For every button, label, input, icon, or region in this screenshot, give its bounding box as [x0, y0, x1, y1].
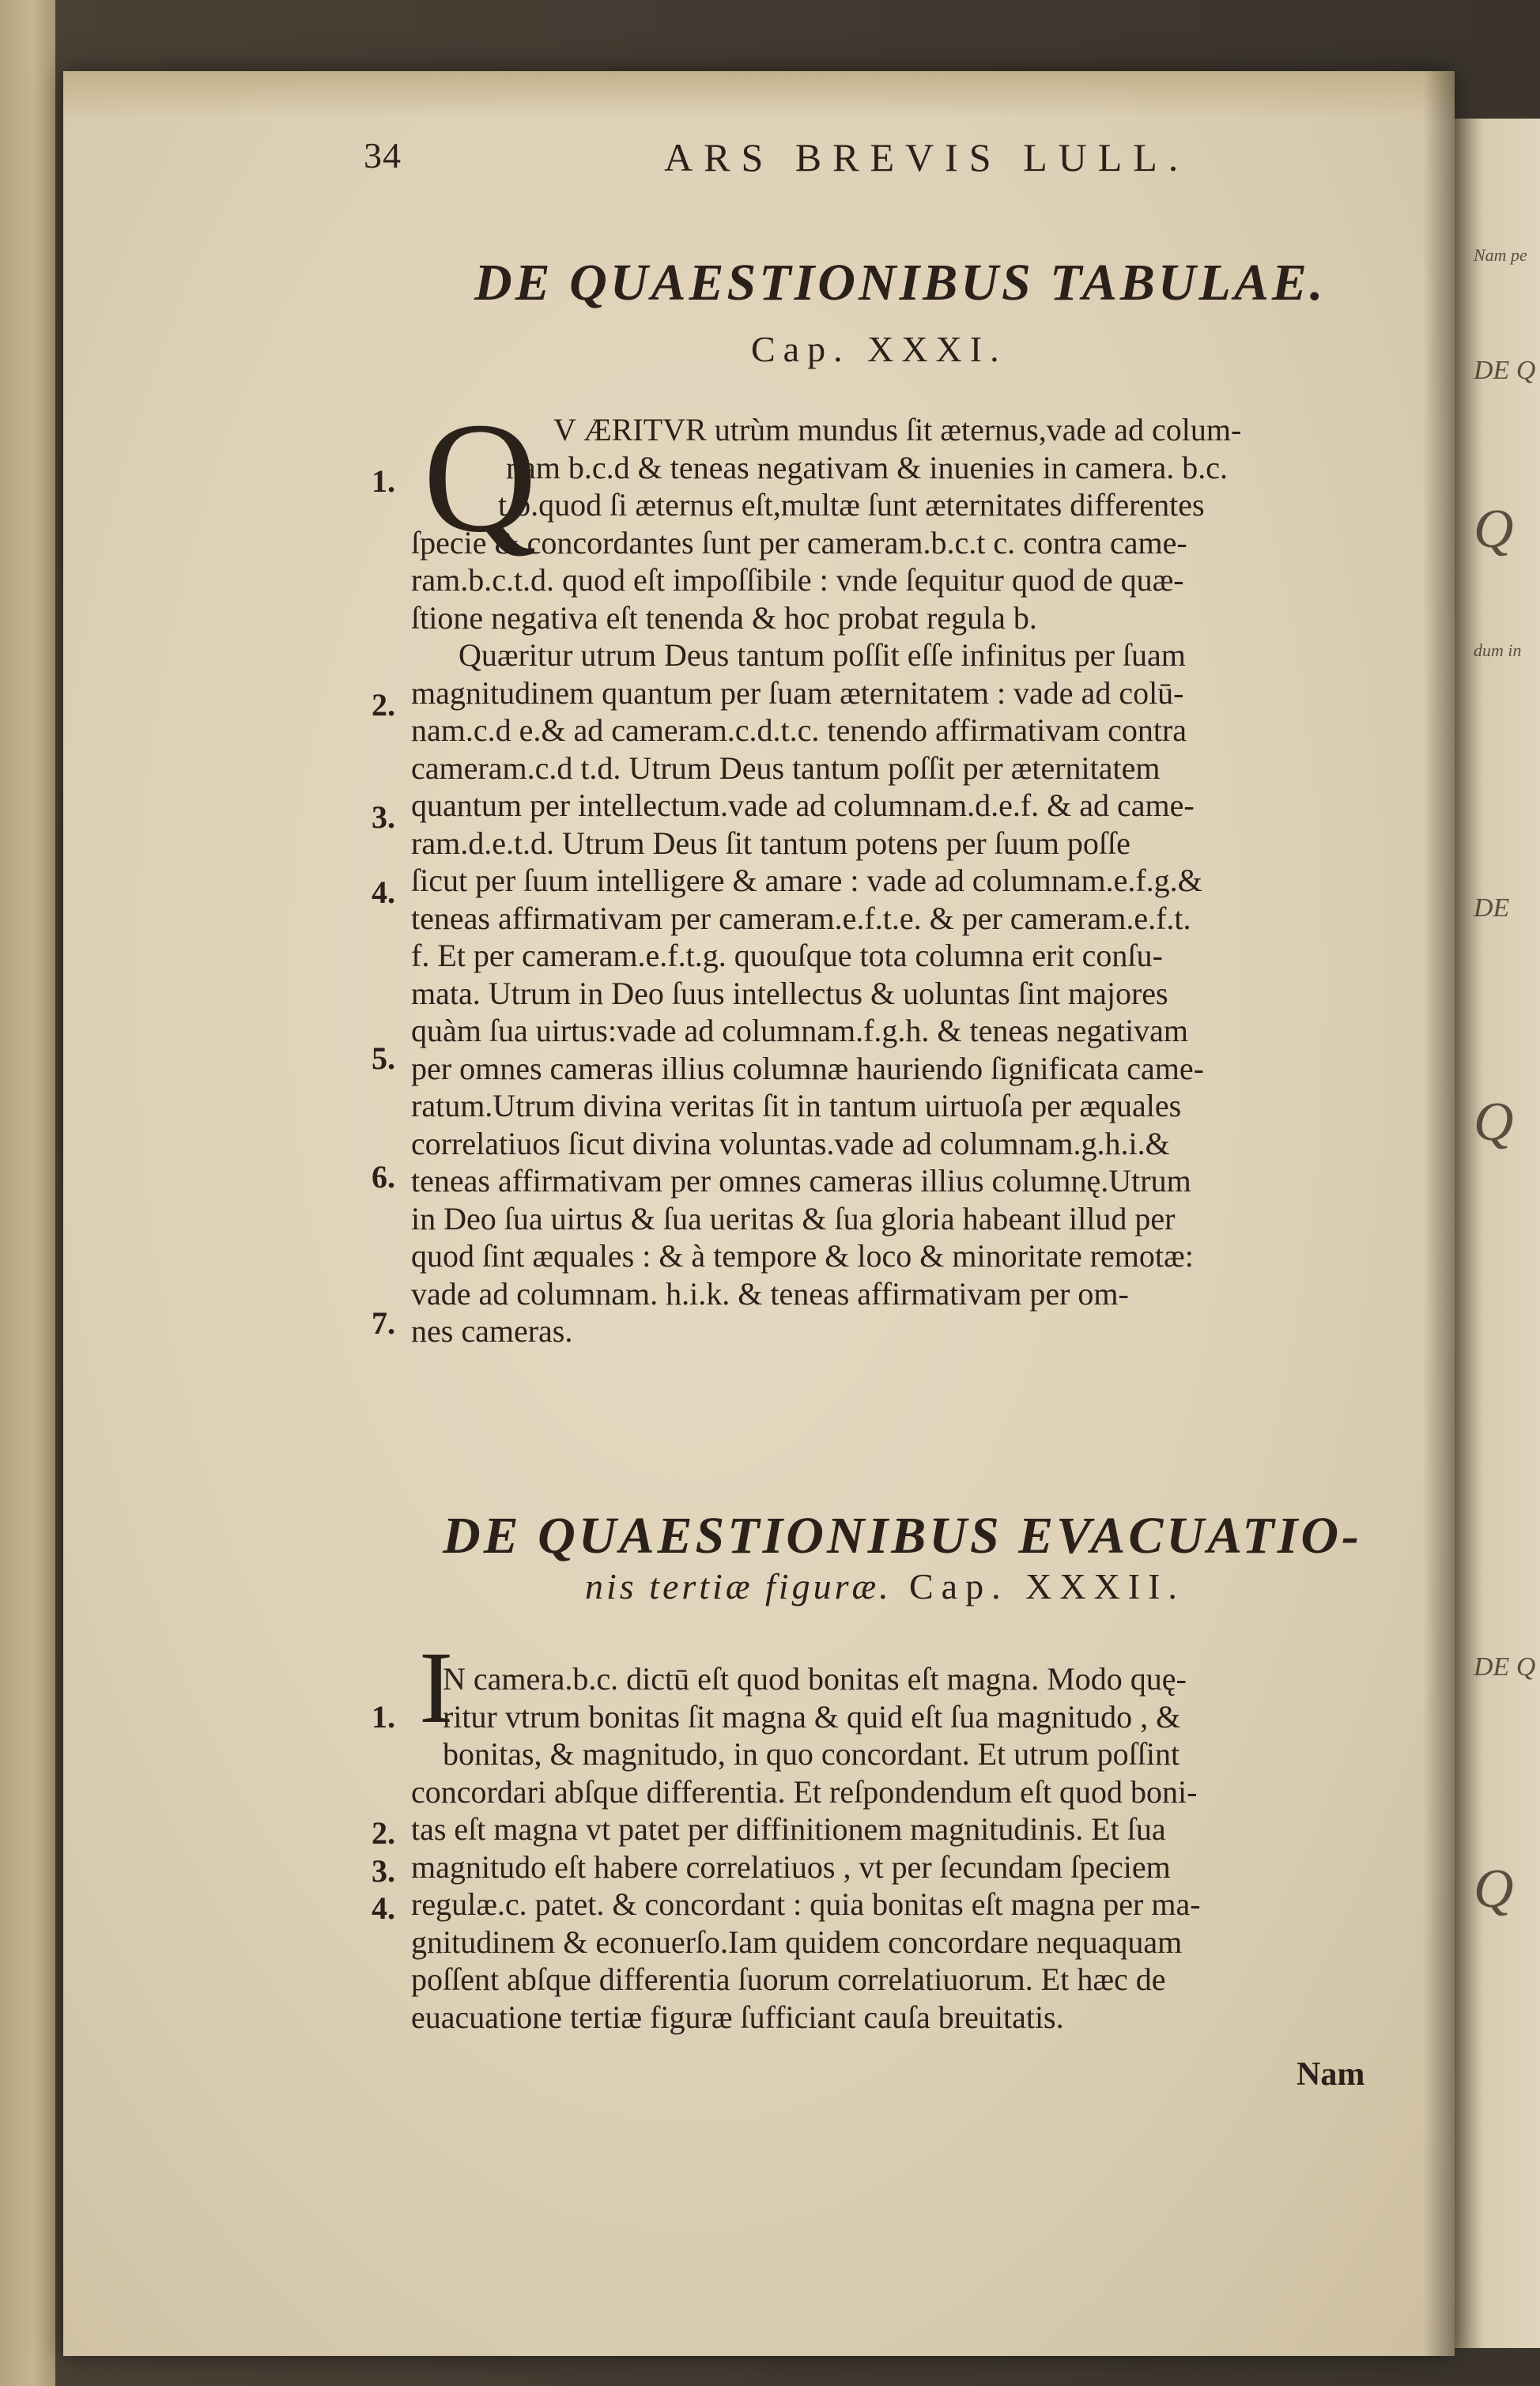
book-edge-left: [0, 0, 55, 2386]
text-line: quantum per intellectum.vade ad columnam.d.e.f. & ad came-: [411, 787, 1195, 823]
text-line: magnitudo eſt habere correlatiuos , vt per ſecundam ſpeciem: [411, 1848, 1171, 1885]
text-line: euacuatione tertiæ figuræ ſufficiant cauſa breuitatis.: [411, 1999, 1064, 2035]
text-line: ratum.Utrum divina veritas ſit in tantum uirtuoſa per æquales: [411, 1088, 1182, 1123]
text-line: teneas affirmativam per cameram.e.f.t.e. & per cameram.e.f.t.: [411, 900, 1191, 936]
running-header: [364, 126, 1312, 182]
text-line: ram.d.e.t.d. Utrum Deus ſit tantum potens per ſuum poſſe: [411, 825, 1130, 861]
chapter-number: Cap. XXXII.: [909, 1566, 1185, 1606]
catchword: Nam: [1297, 2056, 1365, 2093]
text-line: quàm ſua uirtus:vade ad columnam.f.g.h. & teneas negativam: [411, 1013, 1189, 1048]
text-line: t.b.quod ſi æternus eſt,multæ ſunt æternitates differentes: [498, 487, 1205, 523]
text-line: mata. Utrum in Deo ſuus intellectus & uoluntas ſint majores: [411, 975, 1168, 1011]
page-number: 34: [364, 135, 402, 176]
margin-number: 2.: [372, 687, 395, 723]
text-line: nam.c.d e.& ad cameram.c.d.t.c. tenendo affirmativam contra: [411, 712, 1187, 748]
facing-page: [1455, 119, 1540, 2348]
text-line: nam b.c.d & teneas negativam & inuenies in camera. b.c.: [506, 449, 1229, 485]
text-line: ſpecie & concordantes ſunt per cameram.b.c.t c. contra came-: [411, 524, 1187, 561]
text-line: V ÆRITVR utrùm mundus ſit æternus,vade ad colum-: [553, 412, 1242, 447]
facing-fragment: Q: [1474, 1859, 1514, 1920]
facing-fragment: DE Q: [1474, 1652, 1536, 1682]
text-line: gnitudinem & econuerſo.Iam quidem concordare nequaquam: [411, 1924, 1183, 1960]
text-line: ram.b.c.t.d. quod eſt impoſſibile : vnde ſequitur quod de quæ-: [411, 562, 1184, 598]
margin-number: 4.: [372, 1890, 395, 1926]
text-line: regulæ.c. patet. & concordant : quia bonitas eſt magna per ma-: [411, 1886, 1201, 1922]
text-line: ritur vtrum bonitas ſit magna & quid eſt ſua magnitudo , &: [443, 1698, 1181, 1735]
chapter-title: DE QUAESTIONIBUS TABULAE.: [474, 254, 1327, 311]
text-line: nes cameras.: [411, 1313, 573, 1349]
text-line: tas eſt magna vt patet per diffinitionem magnitudinis. Et ſua: [411, 1811, 1166, 1847]
facing-fragment: dum in: [1474, 640, 1522, 660]
text-line: per omnes cameras illius columnæ hauriendo ſignificata came-: [411, 1050, 1204, 1086]
text-line: f. Et per cameram.e.f.t.g. quouſque tota columna erit conſu-: [411, 938, 1163, 973]
margin-number: 1.: [372, 463, 395, 499]
chapter32-body: [411, 1660, 1439, 2036]
page-edge-strip: [63, 71, 1455, 119]
text-line: poſſent abſque differentia ſuorum correlatiuorum. Et hæc de: [411, 1961, 1166, 1997]
text-line: concordari abſque differentia. Et reſpondendum eſt quod boni-: [411, 1773, 1198, 1810]
margin-number: 2.: [372, 1815, 395, 1851]
text-line: Quæritur utrum Deus tantum poſſit eſſe infinitus per ſuam: [459, 637, 1186, 673]
chapter31-body: [411, 411, 1439, 1350]
text-line: ſtione negativa eſt tenenda & hoc probat regula b.: [411, 599, 1037, 636]
facing-fragment: DE Q: [1474, 356, 1536, 385]
margin-number: 7.: [372, 1305, 395, 1341]
chapter-title: DE QUAESTIONIBUS EVACUATIO-: [443, 1507, 1363, 1565]
margin-number: 3.: [372, 1853, 395, 1889]
text-line: quod ſint æquales : & à tempore & loco & minoritate remotæ:: [411, 1238, 1194, 1274]
text-line: correlatiuos ſicut divina voluntas.vade ad columnam.g.h.i.&: [411, 1125, 1170, 1161]
chapter-number: Cap. XXXI.: [751, 329, 1007, 369]
facing-fragment: Q: [1474, 499, 1514, 560]
facing-fragment: Q: [1474, 1092, 1514, 1153]
text-line: magnitudinem quantum per ſuam æternitatem : vade ad colū-: [411, 674, 1184, 711]
margin-number: 5.: [372, 1040, 395, 1076]
text-line: N camera.b.c. dictū eſt quod bonitas eſt magna. Modo quę-: [443, 1661, 1187, 1697]
text-line: cameram.c.d t.d. Utrum Deus tantum poſſit per æternitatem: [411, 749, 1161, 786]
margin-number: 4.: [372, 874, 395, 910]
chapter-subtitle: nis tertiæ figuræ.: [585, 1566, 892, 1606]
text-line: bonitas, & magnitudo, in quo concordant. Et utrum poſſint: [443, 1736, 1180, 1772]
text-line: vade ad columnam. h.i.k. & teneas affirmativam per om-: [411, 1275, 1129, 1312]
running-title: ARS BREVIS LULL.: [664, 135, 1190, 179]
facing-fragment: Nam pe: [1474, 245, 1527, 265]
margin-number: 3.: [372, 799, 395, 835]
text-line: teneas affirmativam per omnes cameras illius columnę.Utrum: [411, 1163, 1191, 1199]
margin-number: 1.: [372, 1699, 395, 1735]
text-line: ſicut per ſuum intelligere & amare : vade ad columnam.e.f.g.&: [411, 863, 1202, 898]
facing-fragment: DE: [1474, 893, 1510, 923]
text-line: in Deo ſua uirtus & ſua ueritas & ſua gloria habeant illud per: [411, 1200, 1176, 1236]
drop-cap: Q: [423, 391, 538, 565]
drop-cap: I: [419, 1631, 454, 1745]
margin-number: 6.: [372, 1159, 395, 1195]
